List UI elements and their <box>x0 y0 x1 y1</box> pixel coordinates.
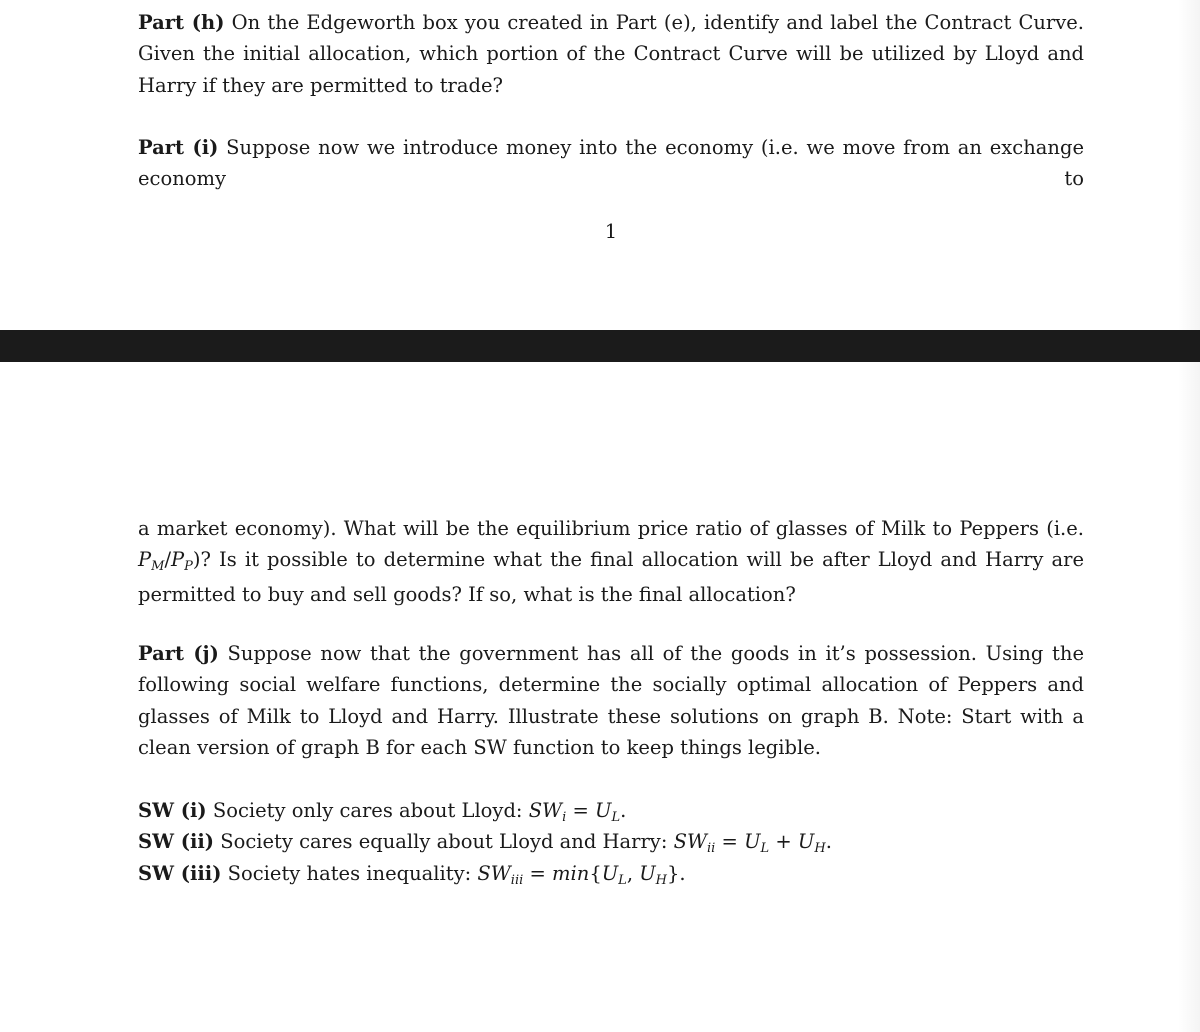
sw-iii-comma: , <box>626 862 640 885</box>
part-j-paragraph <box>138 638 1084 763</box>
sw-i-equals: = <box>566 799 596 822</box>
part-i-cont-text-before: a market economy). What will be the equilibrium price ratio of glasses of Milk to Peppers (i.e. <box>138 517 1084 540</box>
part-j-label: Part (j) <box>138 642 219 665</box>
page-edge-shadow <box>1178 0 1200 330</box>
sw-ii-label: SW (ii) <box>138 830 215 853</box>
sw-i-end: . <box>620 799 627 822</box>
part-h-label: Part (h) <box>138 11 225 34</box>
page-number: 1 <box>604 220 618 243</box>
part-i-cont-text-after: )? Is it possible to determine what the final allocation will be after Lloyd and Harry are permitted to buy and sell goods? If so, what is the final allocation? <box>138 548 1084 606</box>
sw-ii-end: . <box>825 830 832 853</box>
part-i-text: Suppose now we introduce money into the economy (i.e. we move from an exchange economy to <box>138 136 1084 191</box>
document-page-1 <box>0 0 1200 330</box>
sw-ii-line <box>138 826 832 860</box>
sw-iii-open-brace: { <box>589 862 602 885</box>
price-ratio-formula <box>138 548 193 575</box>
sw-iii-arg-a: U <box>601 862 619 885</box>
sw-ii-text: Society cares equally about Lloyd and Harry: <box>220 830 668 853</box>
ratio-num-sub: M <box>151 559 165 575</box>
sw-iii-lhs-sub: iii <box>510 873 524 888</box>
sw-iii-arg-b: U <box>639 862 656 885</box>
sw-ii-rhs-b: U <box>797 830 815 853</box>
sw-iii-line <box>138 858 686 892</box>
sw-iii-equals: = <box>523 862 553 885</box>
ratio-den-sub: P <box>184 559 193 575</box>
sw-i-lhs: SW <box>528 799 563 822</box>
sw-ii-rhs-b-sub: H <box>814 841 826 856</box>
part-i-label: Part (i) <box>138 136 219 159</box>
document-page-2 <box>0 362 1200 1032</box>
sw-iii-close-brace: } <box>667 862 680 885</box>
sw-i-text: Society only cares about Lloyd: <box>212 799 523 822</box>
ratio-den-var: P <box>171 548 185 572</box>
sw-ii-equals: = <box>715 830 745 853</box>
part-h-paragraph <box>138 7 1084 101</box>
sw-i-rhs: U <box>595 799 612 822</box>
page-break-divider <box>0 330 1200 362</box>
sw-iii-text: Society hates inequality: <box>227 862 472 885</box>
sw-i-label: SW (i) <box>138 799 207 822</box>
sw-i-lhs-sub: i <box>562 810 567 825</box>
sw-ii-lhs-sub: ii <box>707 841 716 856</box>
sw-iii-lhs: SW <box>477 862 511 885</box>
sw-i-line <box>138 795 626 829</box>
page-edge-shadow <box>1178 362 1200 1032</box>
part-j-text: Suppose now that the government has all of the goods in it’s possession. Using the following social welfare functions, determine the socially optimal allocation of Peppers and glasses of Milk to Lloyd and Harry. Illustrate these solutions on graph B. Note: Start with a clean version of graph B for each SW function to keep things legible. <box>138 642 1084 759</box>
sw-iii-end: . <box>679 862 686 885</box>
ratio-slash: / <box>164 548 172 572</box>
sw-ii-rhs-a: U <box>744 830 761 853</box>
sw-ii-rhs-a-sub: L <box>760 841 770 856</box>
part-i-paragraph <box>138 132 1084 195</box>
sw-ii-lhs: SW <box>673 830 708 853</box>
sw-iii-arg-a-sub: L <box>618 873 627 888</box>
part-i-continued-paragraph <box>138 513 1084 610</box>
sw-iii-label: SW (iii) <box>138 862 222 885</box>
sw-ii-plus: + <box>769 830 798 853</box>
sw-iii-arg-b-sub: H <box>655 873 667 888</box>
sw-iii-func: min <box>552 862 590 885</box>
ratio-num-var: P <box>138 548 152 572</box>
sw-i-rhs-sub: L <box>611 810 621 825</box>
part-h-text: On the Edgeworth box you created in Part (e), identify and label the Contract Curve. Given the initial allocation, which portion of the Contract Curve will be utilized by Lloyd and Harry if they are permitted to trade? <box>138 11 1085 97</box>
